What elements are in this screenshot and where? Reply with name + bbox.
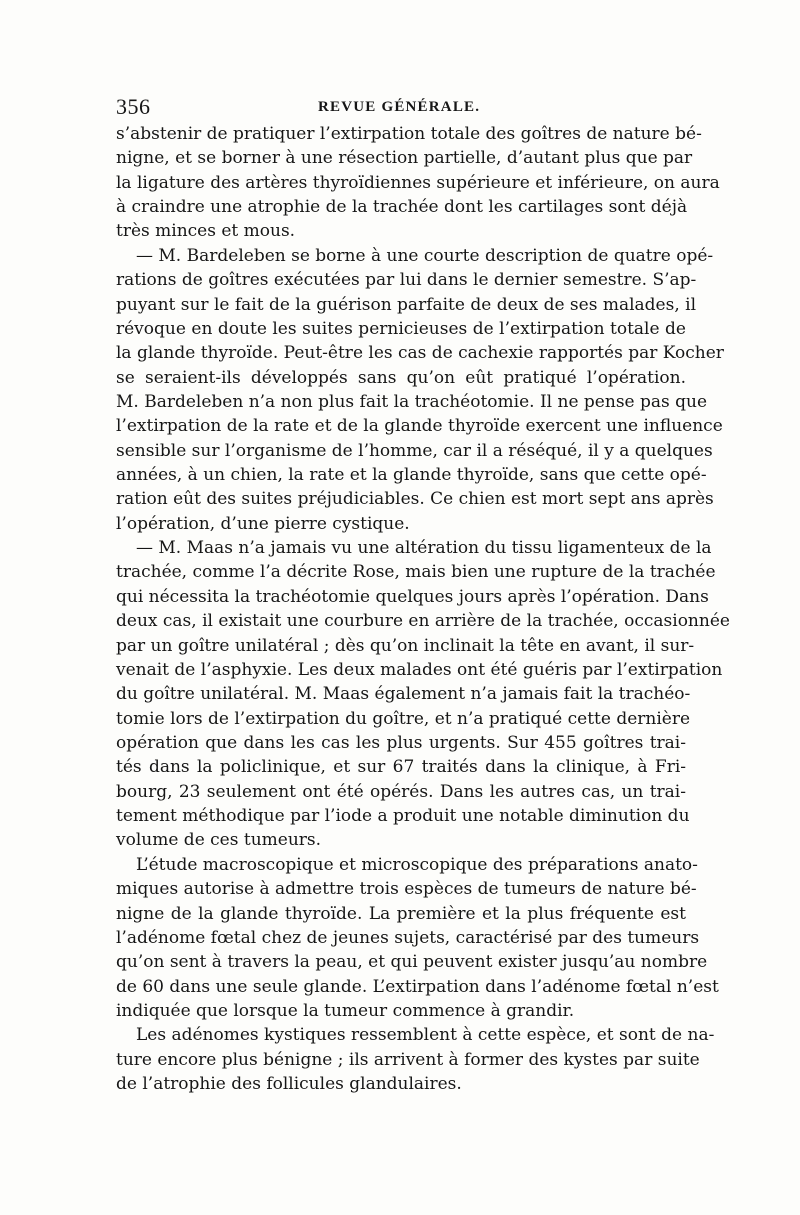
- text-line: se seraient-ils développés sans qu’on eût pratiqué l’opération.: [116, 367, 686, 388]
- text-line: l’adénome fœtal chez de jeunes sujets, caractérisé par des tumeurs: [116, 927, 700, 948]
- text-line: — M. Maas n’a jamais vu une altération du tissu ligamenteux de la: [136, 538, 712, 559]
- text-line: révoque en doute les suites pernicieuses de l’extirpation totale de: [116, 318, 686, 339]
- text-line: — M. Bardeleben se borne à une courte description de quatre opé-: [136, 245, 714, 266]
- text-line: qu’on sent à travers la peau, et qui peuvent exister jusqu’au nombre: [116, 952, 708, 973]
- text-line: par un goître unilatéral ; dès qu’on inclinait la tête en avant, il sur-: [116, 635, 695, 656]
- text-line: deux cas, il existait une courbure en arrière de la trachée, occasionnée: [116, 611, 730, 632]
- text-line: de 60 dans une seule glande. L’extirpation dans l’adénome fœtal n’est: [116, 976, 719, 997]
- text-line: du goître unilatéral. M. Maas également n’a jamais fait la trachéo-: [116, 684, 691, 705]
- text-line: venait de l’asphyxie. Les deux malades ont été guéris par l’extirpation: [116, 659, 723, 680]
- text-line: opération que dans les cas les plus urgents. Sur 455 goîtres trai-: [116, 732, 686, 753]
- text-line: Les adénomes kystiques ressemblent à cette espèce, et sont de na-: [136, 1025, 715, 1046]
- text-line: M. Bardeleben n’a non plus fait la trachéotomie. Il ne pense pas que: [116, 391, 708, 412]
- text-line: tomie lors de l’extirpation du goître, et n’a pratiqué cette dernière: [116, 708, 691, 729]
- text-line: ture encore plus bénigne ; ils arrivent à former des kystes par suite: [116, 1049, 700, 1070]
- text-line: L’étude macroscopique et microscopique des préparations anato-: [136, 854, 698, 875]
- text-line: la ligature des artères thyroïdiennes supérieure et inférieure, on aura: [116, 172, 720, 193]
- text-line: sensible sur l’organisme de l’homme, car il a réséqué, il y a quelques: [116, 440, 713, 461]
- text-line: tement méthodique par l’iode a produit une notable diminution du: [116, 806, 690, 827]
- text-line: l’opération, d’une pierre cystique.: [116, 513, 410, 534]
- text-line: indiquée que lorsque la tumeur commence à grandir.: [116, 1000, 575, 1021]
- text-line: l’extirpation de la rate et de la glande thyroïde exercent une influence: [116, 416, 723, 437]
- text-line: ration eût des suites préjudiciables. Ce chien est mort sept ans après: [116, 489, 714, 510]
- text-line: trachée, comme l’a décrite Rose, mais bien une rupture de la trachée: [116, 562, 716, 583]
- page-number: 356: [116, 94, 151, 119]
- text-line: la glande thyroïde. Peut-être les cas de cachexie rapportés par Kocher: [116, 343, 724, 364]
- text-line: nigne de la glande thyroïde. La première et la plus fréquente est: [116, 903, 686, 924]
- body-text: [116, 122, 730, 1096]
- running-title: REVUE GÉNÉRALE.: [318, 99, 481, 115]
- text-line: très minces et mous.: [116, 221, 296, 242]
- running-head: [116, 94, 691, 122]
- text-line: nigne, et se borner à une résection partielle, d’autant plus que par: [116, 148, 693, 169]
- text-line: bourg, 23 seulement ont été opérés. Dans les autres cas, un trai-: [116, 781, 686, 802]
- text-line: puyant sur le fait de la guérison parfaite de deux de ses malades, il: [116, 294, 697, 315]
- text-line: de l’atrophie des follicules glandulaires.: [116, 1074, 462, 1095]
- text-line: rations de goîtres exécutées par lui dans le dernier semestre. S’ap-: [116, 270, 697, 291]
- text-line: qui nécessita la trachéotomie quelques jours après l’opération. Dans: [116, 586, 709, 607]
- text-line: s’abstenir de pratiquer l’extirpation totale des goîtres de nature bé-: [116, 124, 702, 144]
- text-line: miques autorise à admettre trois espèces de tumeurs de nature bé-: [116, 879, 697, 900]
- text-line: tés dans la policlinique, et sur 67 traités dans la clinique, à Fri-: [116, 757, 686, 778]
- text-line: volume de ces tumeurs.: [116, 830, 322, 851]
- text-line: à craindre une atrophie de la trachée dont les cartilages sont déjà: [116, 197, 688, 218]
- text-line: années, à un chien, la rate et la glande thyroïde, sans que cette opé-: [116, 465, 707, 486]
